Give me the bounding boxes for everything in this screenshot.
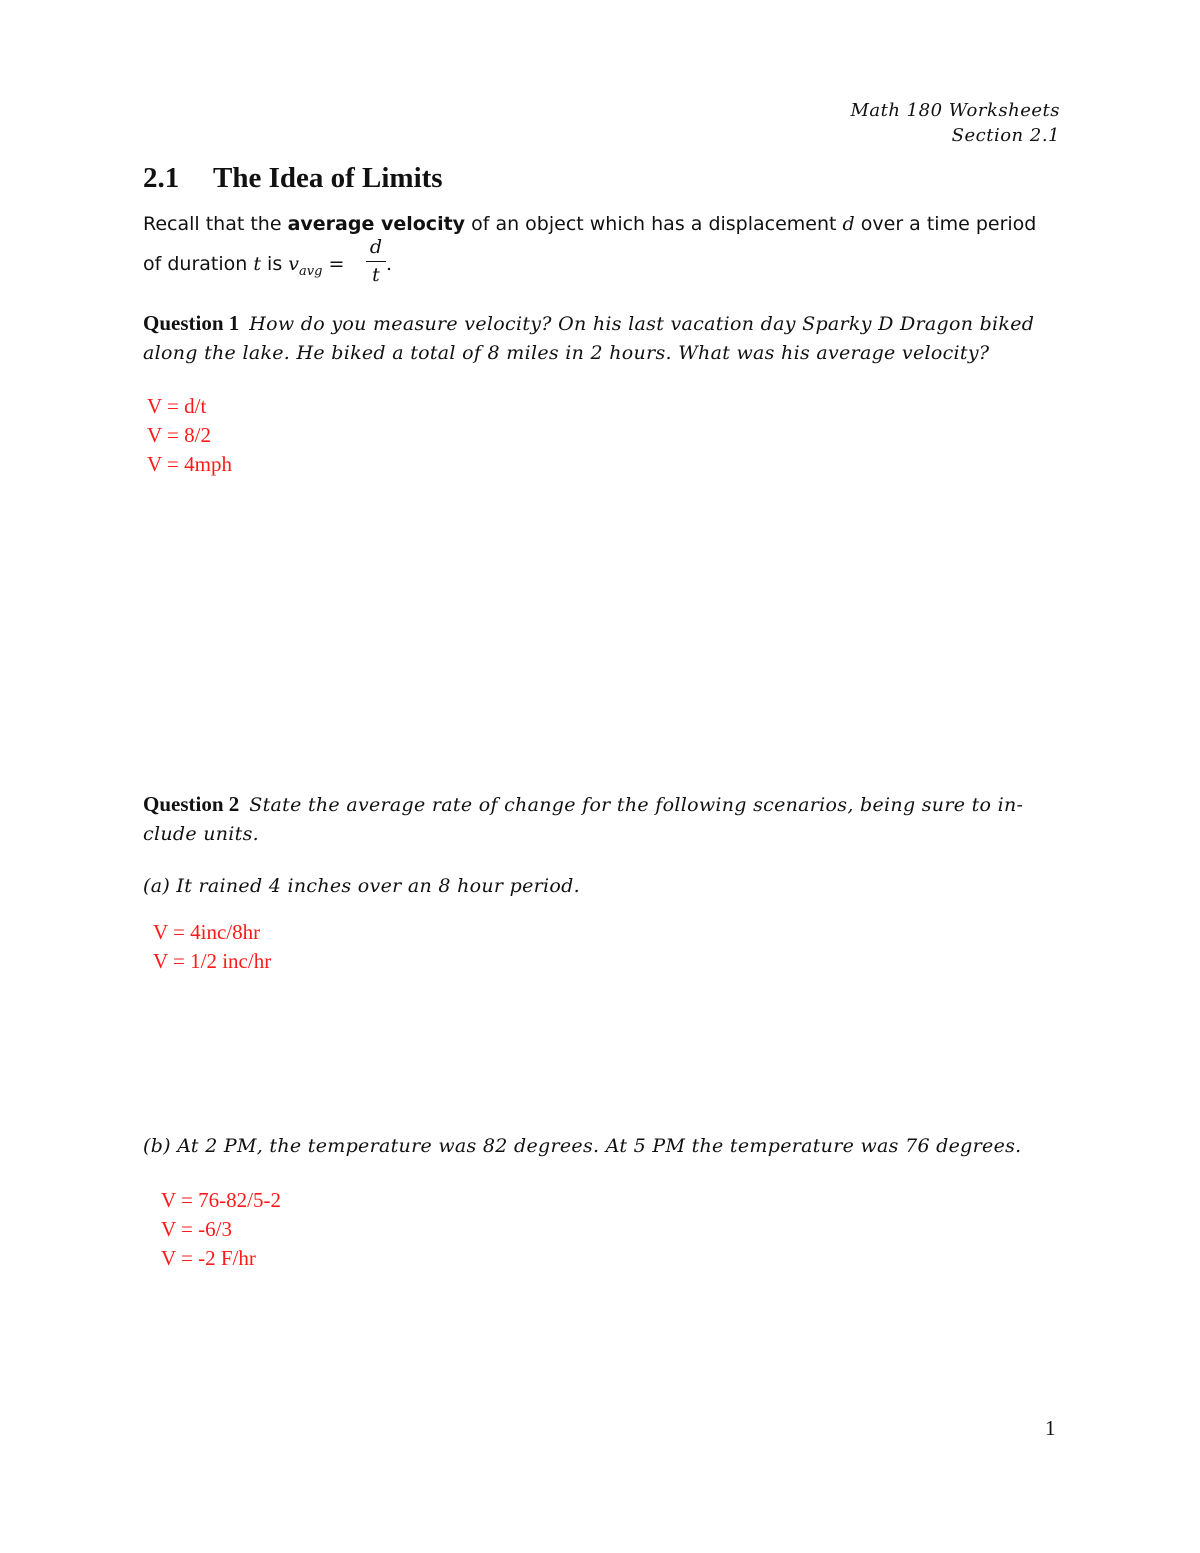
- answer-line: V = 4inc/8hr: [153, 920, 261, 944]
- question-1-label: Question 1: [143, 311, 240, 335]
- answer-line: V = -2 F/hr: [161, 1246, 256, 1270]
- question-2b-answer: [161, 1186, 281, 1273]
- answer-line: V = 4mph: [147, 452, 232, 476]
- formula-fraction: [366, 236, 386, 286]
- intro-var-d: d: [842, 213, 855, 235]
- page-number: 1: [1045, 1416, 1056, 1440]
- intro-text-5: is: [261, 253, 289, 275]
- intro-formula-line: [143, 250, 344, 286]
- question-1: [143, 309, 1063, 368]
- answer-line: V = d/t: [147, 394, 207, 418]
- formula-subscript: avg: [299, 263, 323, 279]
- fraction-bar: [366, 261, 386, 262]
- intro-text-2: of an object which has a displacement: [465, 213, 843, 235]
- page-header: [850, 98, 1060, 148]
- formula-period: .: [386, 253, 393, 275]
- question-2-label: Question 2: [143, 792, 240, 816]
- formula-equals: =: [322, 253, 345, 275]
- header-course: Math 180 Worksheets: [850, 100, 1060, 121]
- question-2a-answer: [153, 918, 271, 976]
- answer-line: V = 1/2 inc/hr: [153, 949, 272, 973]
- intro-text-4: of duration: [143, 253, 254, 275]
- fraction-numerator: d: [369, 236, 383, 258]
- fraction-denominator: t: [372, 264, 380, 286]
- question-1-answer: [147, 392, 232, 479]
- question-2-text: State the average rate of change for the following scenarios, being sure to in-clude units.: [143, 794, 1024, 845]
- intro-text-1: Recall that the: [143, 213, 288, 235]
- answer-line: V = 76-82/5-2: [161, 1188, 281, 1212]
- section-heading: [143, 160, 443, 196]
- formula-v: v: [288, 253, 299, 275]
- question-2a: (a) It rained 4 inches over an 8 hour period.: [143, 875, 580, 897]
- intro-text-3: over a time period: [854, 213, 1037, 235]
- intro-bold-term: average velocity: [287, 213, 466, 235]
- section-number: 2.1: [143, 162, 180, 194]
- question-2: [143, 790, 1063, 849]
- intro-paragraph: [143, 210, 1063, 239]
- answer-line: V = -6/3: [161, 1217, 232, 1241]
- answer-line: V = 8/2: [147, 423, 211, 447]
- header-section: Section 2.1: [951, 125, 1060, 146]
- question-1-text: How do you measure velocity? On his last vacation day Sparky D Dragon biked along the lake. He biked a total of 8 miles in 2 hours. What was his average velocity?: [143, 313, 1035, 364]
- question-2b: (b) At 2 PM, the temperature was 82 degrees. At 5 PM the temperature was 76 degrees.: [143, 1135, 1022, 1157]
- section-title: The Idea of Limits: [213, 162, 443, 194]
- intro-var-t: t: [253, 253, 261, 275]
